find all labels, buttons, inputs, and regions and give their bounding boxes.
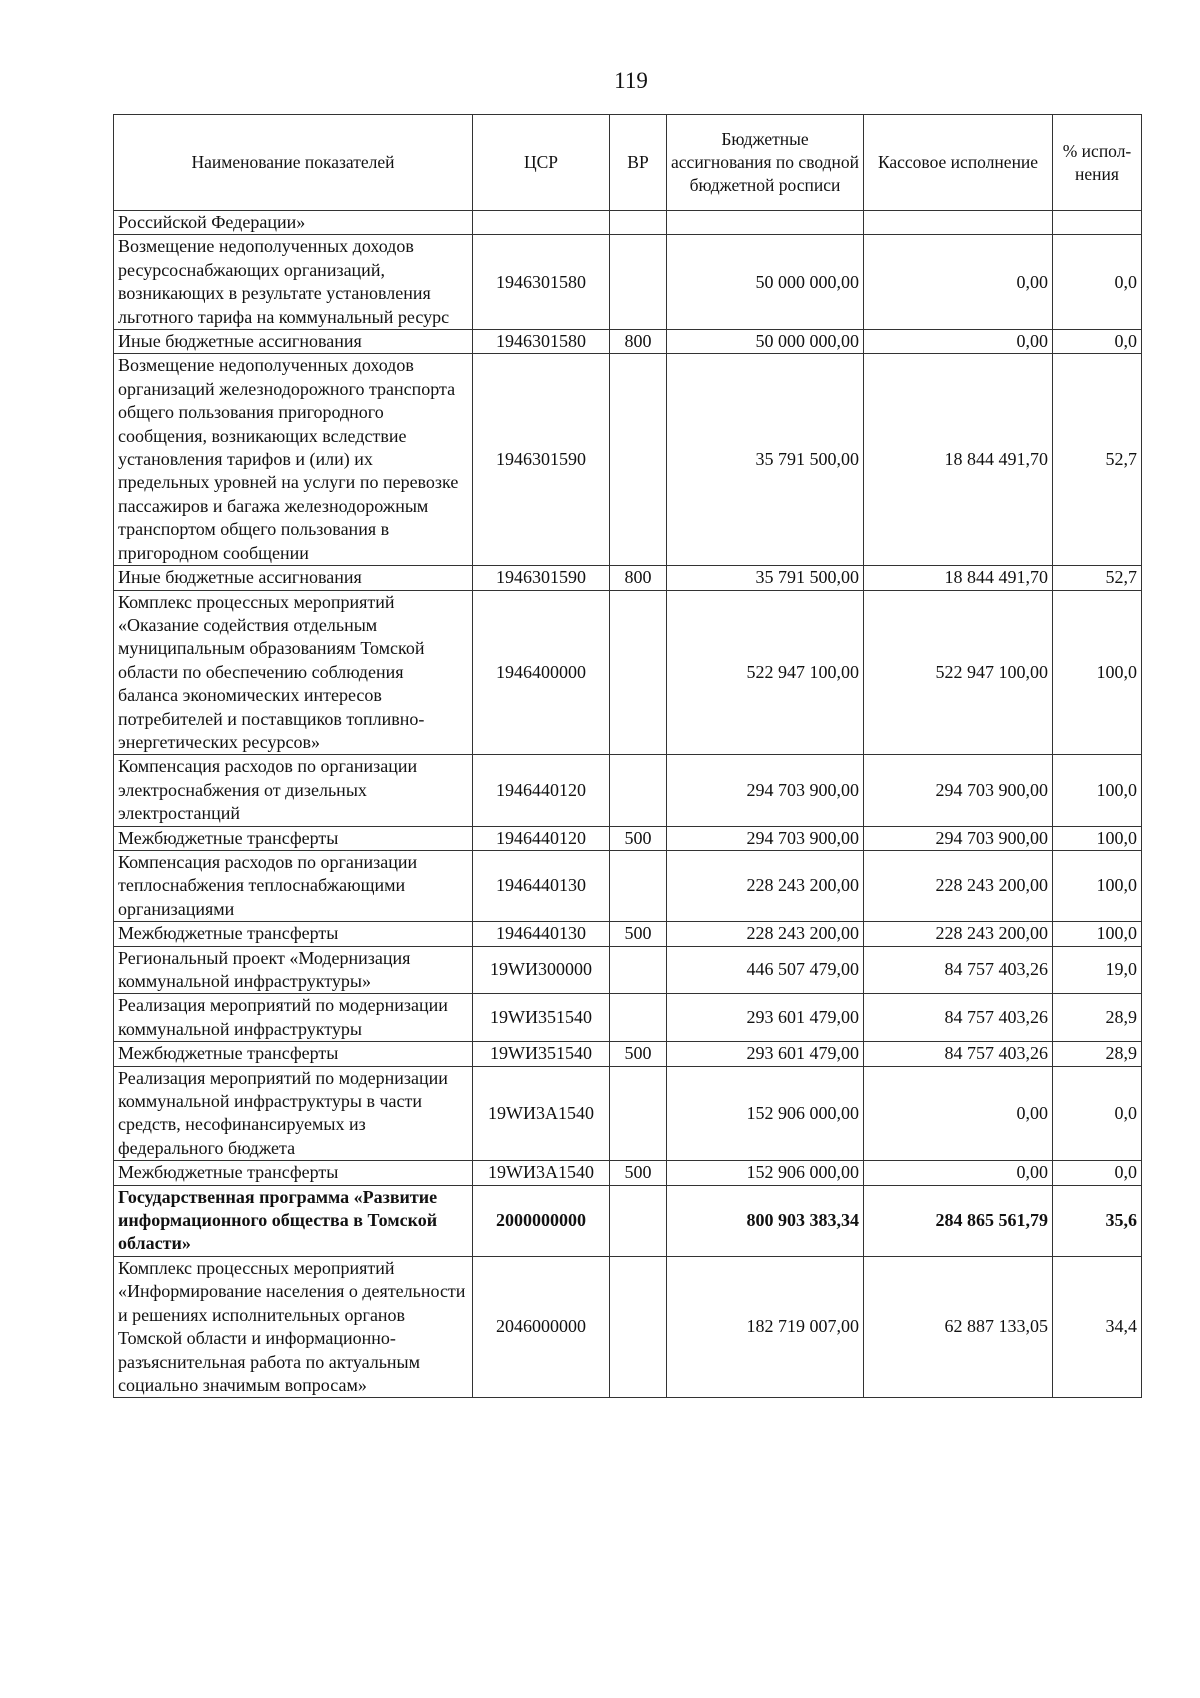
cell-cash: 0,00 xyxy=(864,235,1053,330)
cell-plan: 446 507 479,00 xyxy=(667,946,864,994)
cell-csr: 2046000000 xyxy=(473,1256,610,1397)
table-body xyxy=(114,211,1142,1398)
cell-plan: 293 601 479,00 xyxy=(667,994,864,1042)
cell-cash: 0,00 xyxy=(864,330,1053,354)
cell-csr: 19WИ300000 xyxy=(473,946,610,994)
cell-vr xyxy=(610,850,667,921)
cell-vr xyxy=(610,590,667,755)
cell-name: Компенсация расходов по организации электроснабжения от дизельных электростанций xyxy=(114,755,473,826)
cell-pct: 100,0 xyxy=(1053,590,1142,755)
table-row xyxy=(114,1185,1142,1256)
table-row xyxy=(114,1256,1142,1397)
cell-name: Межбюджетные трансферты xyxy=(114,1161,473,1185)
cell-csr: 1946301580 xyxy=(473,235,610,330)
cell-name: Межбюджетные трансферты xyxy=(114,1042,473,1066)
cell-plan: 293 601 479,00 xyxy=(667,1042,864,1066)
cell-cash: 228 243 200,00 xyxy=(864,850,1053,921)
cell-plan: 50 000 000,00 xyxy=(667,235,864,330)
table-row xyxy=(114,850,1142,921)
cell-csr: 1946301590 xyxy=(473,566,610,590)
header-vr: ВР xyxy=(610,115,667,211)
cell-vr xyxy=(610,1256,667,1397)
cell-vr: 800 xyxy=(610,566,667,590)
cell-vr: 500 xyxy=(610,922,667,946)
header-csr: ЦСР xyxy=(473,115,610,211)
table-row xyxy=(114,330,1142,354)
cell-name: Российской Федерации» xyxy=(114,211,473,235)
table-row xyxy=(114,1161,1142,1185)
table-row xyxy=(114,566,1142,590)
cell-vr: 500 xyxy=(610,1042,667,1066)
cell-csr: 2000000000 xyxy=(473,1185,610,1256)
cell-name: Межбюджетные трансферты xyxy=(114,922,473,946)
cell-csr: 1946301580 xyxy=(473,330,610,354)
table-row xyxy=(114,1042,1142,1066)
table-row xyxy=(114,755,1142,826)
cell-vr xyxy=(610,211,667,235)
cell-name: Реализация мероприятий по модернизации коммунальной инфраструктуры в части средств, несофинансируемых из федерального бюджета xyxy=(114,1066,473,1161)
cell-cash: 294 703 900,00 xyxy=(864,826,1053,850)
cell-pct: 100,0 xyxy=(1053,850,1142,921)
cell-name: Иные бюджетные ассигнования xyxy=(114,330,473,354)
table-row xyxy=(114,354,1142,566)
page-number: 119 xyxy=(614,68,648,93)
header-cash: Кассовое исполнение xyxy=(864,115,1053,211)
cell-csr: 1946440120 xyxy=(473,755,610,826)
header-pct: % испол-нения xyxy=(1053,115,1142,211)
table-row xyxy=(114,922,1142,946)
table-row xyxy=(114,211,1142,235)
cell-cash: 18 844 491,70 xyxy=(864,354,1053,566)
table-row xyxy=(114,994,1142,1042)
table-row xyxy=(114,1066,1142,1161)
cell-cash: 522 947 100,00 xyxy=(864,590,1053,755)
cell-plan: 152 906 000,00 xyxy=(667,1066,864,1161)
budget-table xyxy=(113,114,1142,1398)
cell-name: Реализация мероприятий по модернизации коммунальной инфраструктуры xyxy=(114,994,473,1042)
cell-vr: 500 xyxy=(610,826,667,850)
cell-pct: 35,6 xyxy=(1053,1185,1142,1256)
cell-csr: 1946440130 xyxy=(473,850,610,921)
cell-name: Комплекс процессных мероприятий «Оказание содействия отдельным муниципальным образованиям Томской области по обеспечению соблюдения баланса экономических интересов потребителей и поставщиков топливно-энергетических ресурсов» xyxy=(114,590,473,755)
cell-name: Государственная программа «Развитие информационного общества в Томской области» xyxy=(114,1185,473,1256)
cell-vr xyxy=(610,1066,667,1161)
cell-vr xyxy=(610,354,667,566)
cell-vr: 500 xyxy=(610,1161,667,1185)
cell-csr: 1946301590 xyxy=(473,354,610,566)
cell-pct: 0,0 xyxy=(1053,235,1142,330)
cell-pct: 100,0 xyxy=(1053,755,1142,826)
cell-pct: 52,7 xyxy=(1053,566,1142,590)
cell-cash: 294 703 900,00 xyxy=(864,755,1053,826)
cell-pct xyxy=(1053,211,1142,235)
cell-cash: 0,00 xyxy=(864,1161,1053,1185)
cell-csr: 19WИ351540 xyxy=(473,1042,610,1066)
cell-pct: 0,0 xyxy=(1053,1161,1142,1185)
table-row xyxy=(114,235,1142,330)
cell-name: Региональный проект «Модернизация коммунальной инфраструктуры» xyxy=(114,946,473,994)
cell-pct: 28,9 xyxy=(1053,994,1142,1042)
table-row xyxy=(114,946,1142,994)
cell-cash: 0,00 xyxy=(864,1066,1053,1161)
cell-name: Компенсация расходов по организации теплоснабжения теплоснабжающими организациями xyxy=(114,850,473,921)
cell-pct: 100,0 xyxy=(1053,826,1142,850)
cell-cash: 62 887 133,05 xyxy=(864,1256,1053,1397)
cell-csr: 1946440120 xyxy=(473,826,610,850)
cell-vr: 800 xyxy=(610,330,667,354)
cell-pct: 52,7 xyxy=(1053,354,1142,566)
cell-name: Возмещение недополученных доходов ресурсоснабжающих организаций, возникающих в результате установления льготного тарифа на коммунальный ресурс xyxy=(114,235,473,330)
cell-vr xyxy=(610,235,667,330)
cell-plan: 50 000 000,00 xyxy=(667,330,864,354)
cell-csr: 19WИ3А1540 xyxy=(473,1066,610,1161)
cell-csr: 19WИ351540 xyxy=(473,994,610,1042)
cell-plan: 522 947 100,00 xyxy=(667,590,864,755)
cell-name: Межбюджетные трансферты xyxy=(114,826,473,850)
cell-plan: 228 243 200,00 xyxy=(667,922,864,946)
cell-plan: 35 791 500,00 xyxy=(667,354,864,566)
cell-csr xyxy=(473,211,610,235)
cell-plan: 800 903 383,34 xyxy=(667,1185,864,1256)
table-header xyxy=(114,115,1142,211)
cell-csr: 19WИ3А1540 xyxy=(473,1161,610,1185)
cell-cash: 228 243 200,00 xyxy=(864,922,1053,946)
cell-cash: 284 865 561,79 xyxy=(864,1185,1053,1256)
cell-pct: 19,0 xyxy=(1053,946,1142,994)
cell-csr: 1946440130 xyxy=(473,922,610,946)
cell-name: Возмещение недополученных доходов организаций железнодорожного транспорта общего пользования пригородного сообщения, возникающих вследствие установления тарифов и (или) их предельных уровней на услуги по перевозке пассажиров и багажа железнодорожным транспортом общего пользования в пригородном сообщении xyxy=(114,354,473,566)
cell-vr xyxy=(610,755,667,826)
cell-name: Иные бюджетные ассигнования xyxy=(114,566,473,590)
header-name: Наименование показателей xyxy=(114,115,473,211)
cell-cash: 84 757 403,26 xyxy=(864,994,1053,1042)
cell-pct: 28,9 xyxy=(1053,1042,1142,1066)
cell-vr xyxy=(610,994,667,1042)
cell-cash xyxy=(864,211,1053,235)
cell-name: Комплекс процессных мероприятий «Информирование населения о деятельности и решениях исполнительных органов Томской области и информационно-разъяснительная работа по актуальным социально значимым вопросам» xyxy=(114,1256,473,1397)
cell-cash: 18 844 491,70 xyxy=(864,566,1053,590)
cell-plan: 228 243 200,00 xyxy=(667,850,864,921)
cell-pct: 0,0 xyxy=(1053,1066,1142,1161)
table-row xyxy=(114,590,1142,755)
cell-plan: 152 906 000,00 xyxy=(667,1161,864,1185)
table-row xyxy=(114,826,1142,850)
cell-cash: 84 757 403,26 xyxy=(864,1042,1053,1066)
cell-plan: 182 719 007,00 xyxy=(667,1256,864,1397)
cell-pct: 100,0 xyxy=(1053,922,1142,946)
cell-plan: 294 703 900,00 xyxy=(667,826,864,850)
cell-cash: 84 757 403,26 xyxy=(864,946,1053,994)
cell-csr: 1946400000 xyxy=(473,590,610,755)
cell-pct: 0,0 xyxy=(1053,330,1142,354)
cell-pct: 34,4 xyxy=(1053,1256,1142,1397)
cell-plan: 35 791 500,00 xyxy=(667,566,864,590)
cell-plan: 294 703 900,00 xyxy=(667,755,864,826)
cell-vr xyxy=(610,1185,667,1256)
header-plan: Бюджетные ассигнования по сводной бюджетной росписи xyxy=(667,115,864,211)
cell-plan xyxy=(667,211,864,235)
cell-vr xyxy=(610,946,667,994)
